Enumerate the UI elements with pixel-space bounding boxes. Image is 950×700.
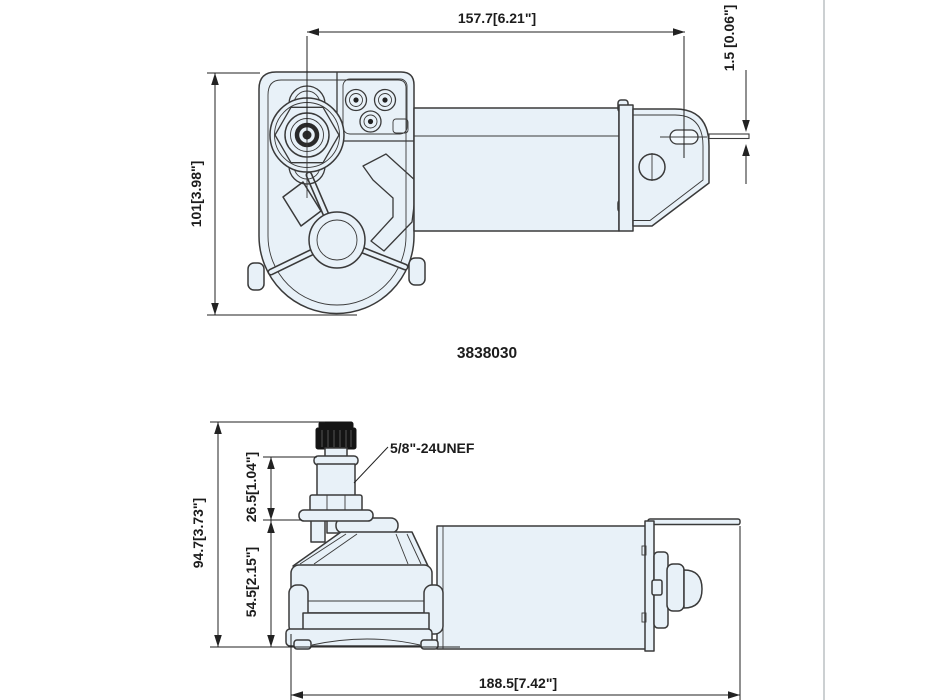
motor-cylinder — [414, 108, 619, 231]
mounting-stud — [709, 134, 749, 139]
thread-callout — [354, 440, 475, 483]
motor-end-ring — [619, 105, 633, 231]
dim-height-label: 101[3.98"] — [188, 160, 204, 228]
part-number: 3838030 — [456, 345, 518, 362]
shaft-base-block — [311, 520, 325, 542]
dim-overall-height-label: 94.7[3.73"] — [190, 497, 206, 569]
threaded-shaft — [317, 464, 355, 496]
shaft-washer — [299, 510, 373, 521]
motor-end-cap — [652, 552, 702, 628]
gearbox-body — [291, 565, 432, 613]
end-cap-dome — [684, 570, 702, 608]
dim-shaft-height-label: 26.5[1.04"] — [243, 451, 259, 523]
base-foot-right — [421, 640, 438, 649]
end-cap-notch — [652, 580, 662, 595]
left-mount-ear — [248, 263, 264, 290]
bracket-top-flange — [648, 519, 740, 525]
right-mount-ear — [409, 258, 425, 285]
dim-offset-label: 1.5 [0.06"] — [721, 4, 737, 72]
thread-label: 5/8"-24UNEF — [390, 440, 475, 456]
gearbox-lower-band — [303, 613, 429, 630]
motor-body-side — [437, 526, 646, 649]
dim-body-height — [243, 520, 275, 647]
dim-width-label: 157.7[6.21"] — [457, 10, 537, 26]
side-view — [190, 422, 740, 700]
dim-body-height-label: 54.5[2.15"] — [243, 546, 259, 618]
drive-shaft — [299, 422, 373, 521]
gearbox-side — [286, 518, 443, 649]
dim-length-label: 188.5[7.42"] — [478, 675, 558, 691]
front-view — [188, 5, 750, 315]
dim-offset — [721, 5, 750, 184]
base-foot-left — [294, 640, 311, 649]
shaft-hex-nut — [310, 495, 362, 511]
